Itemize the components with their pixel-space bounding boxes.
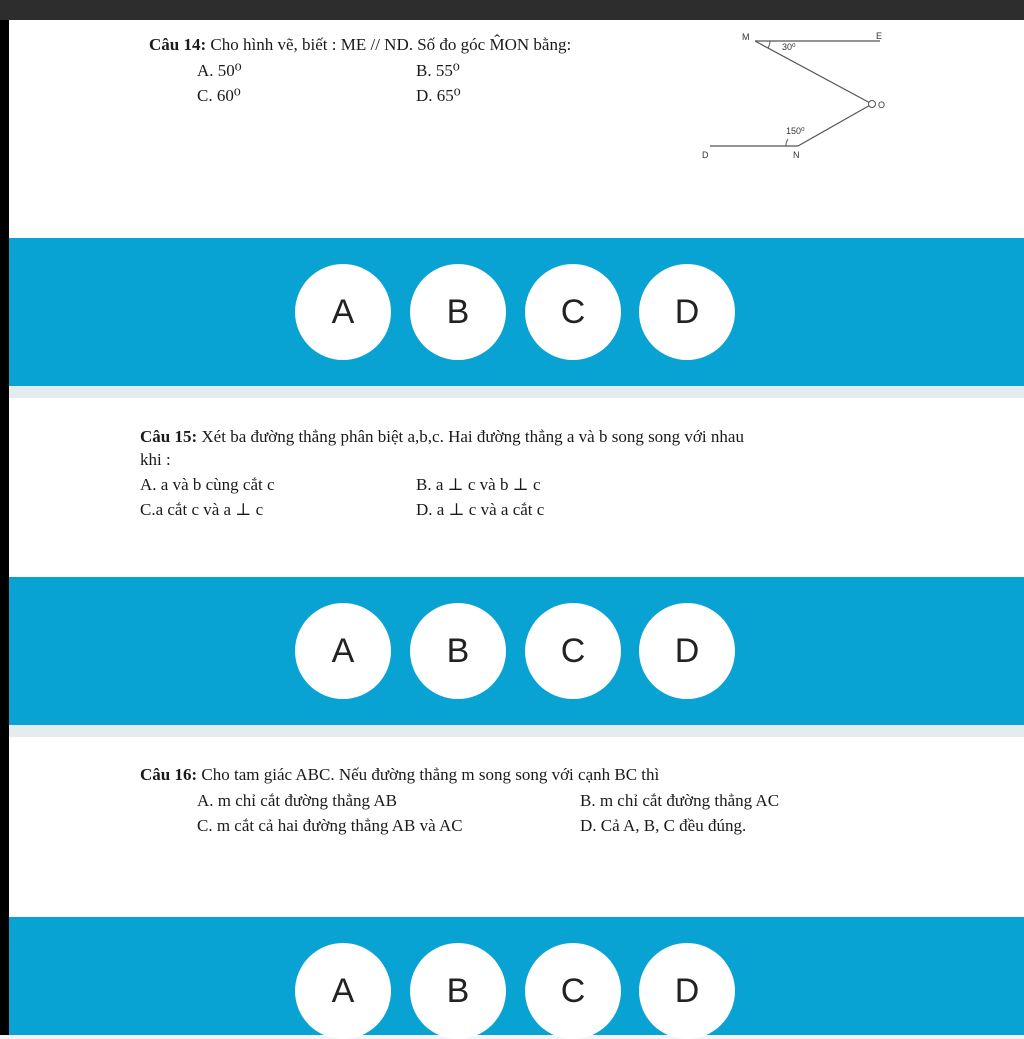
question-16-stem bbox=[140, 765, 659, 785]
question-15-title: Câu 15: bbox=[140, 427, 198, 446]
answer-band-16 bbox=[9, 917, 1024, 1035]
answer-14-d-button[interactable]: D bbox=[639, 264, 735, 360]
question-16-option-d: D. Cả A, B, C đều đúng. bbox=[580, 816, 747, 835]
label-o: O bbox=[878, 100, 886, 110]
left-edge-bar bbox=[0, 20, 9, 1035]
separator bbox=[9, 725, 1024, 737]
answer-16-b-button[interactable]: B bbox=[410, 943, 506, 1039]
question-14-option-a: A. 50⁰ bbox=[197, 61, 242, 80]
angle-arc-m bbox=[768, 41, 770, 48]
label-m: M bbox=[742, 32, 750, 42]
answer-14-b-button[interactable]: B bbox=[410, 264, 506, 360]
angle-arc-n bbox=[786, 139, 788, 146]
answer-14-c-button[interactable]: C bbox=[525, 264, 621, 360]
answer-14-a-button[interactable]: A bbox=[295, 264, 391, 360]
answer-16-c-button[interactable]: C bbox=[525, 943, 621, 1039]
question-15-option-d: D. a ⊥ c và a cắt c bbox=[416, 500, 545, 519]
question-15-option-c: C.a cắt c và a ⊥ c bbox=[140, 500, 264, 519]
answer-16-a-button[interactable]: A bbox=[295, 943, 391, 1039]
separator bbox=[9, 386, 1024, 398]
question-14-option-b: B. 55⁰ bbox=[416, 61, 460, 80]
answer-15-b-button[interactable]: B bbox=[410, 603, 506, 699]
label-d: D bbox=[702, 150, 709, 160]
line-mo bbox=[755, 41, 872, 104]
answer-15-d-button[interactable]: D bbox=[639, 603, 735, 699]
question-16-text: Cho tam giác ABC. Nếu đường thẳng m song song với cạnh BC thì bbox=[201, 765, 660, 784]
question-16-title: Câu 16: bbox=[140, 765, 198, 784]
answer-15-c-button[interactable]: C bbox=[525, 603, 621, 699]
question-14-title: Câu 14: bbox=[149, 35, 207, 54]
label-n: N bbox=[793, 150, 800, 160]
question-15-option-a: A. a và b cùng cắt c bbox=[140, 475, 275, 494]
question-14-stem bbox=[149, 35, 571, 55]
question-14-option-c: C. 60⁰ bbox=[197, 86, 241, 105]
question-16-option-b: B. m chỉ cắt đường thẳng AC bbox=[580, 791, 780, 810]
answer-15-a-button[interactable]: A bbox=[295, 603, 391, 699]
answer-band-15 bbox=[9, 577, 1024, 725]
question-15-text-line2: khi : bbox=[140, 450, 171, 469]
answer-16-d-button[interactable]: D bbox=[639, 943, 735, 1039]
question-16-option-a: A. m chỉ cắt đường thẳng AB bbox=[197, 791, 397, 810]
angle-label-150: 150⁰ bbox=[786, 126, 805, 136]
question-14-figure bbox=[700, 26, 900, 166]
answer-band-14 bbox=[9, 238, 1024, 386]
point-o-marker bbox=[869, 101, 876, 108]
question-15-text: Xét ba đường thẳng phân biệt a,b,c. Hai đường thẳng a và b song song với nhau bbox=[201, 427, 744, 446]
line-on bbox=[798, 104, 872, 146]
question-16-option-c: C. m cắt cả hai đường thẳng AB và AC bbox=[197, 816, 463, 835]
question-15-option-b: B. a ⊥ c và b ⊥ c bbox=[416, 475, 541, 494]
question-14-text: Cho hình vẽ, biết : ME // ND. Số đo góc M̂ON bằng: bbox=[210, 35, 572, 54]
question-15-stem bbox=[140, 427, 744, 447]
angle-label-30: 30⁰ bbox=[782, 42, 796, 52]
top-status-bar bbox=[0, 0, 1024, 20]
question-16-card bbox=[9, 737, 1024, 917]
label-e: E bbox=[876, 31, 883, 41]
question-14-option-d: D. 65⁰ bbox=[416, 86, 461, 105]
